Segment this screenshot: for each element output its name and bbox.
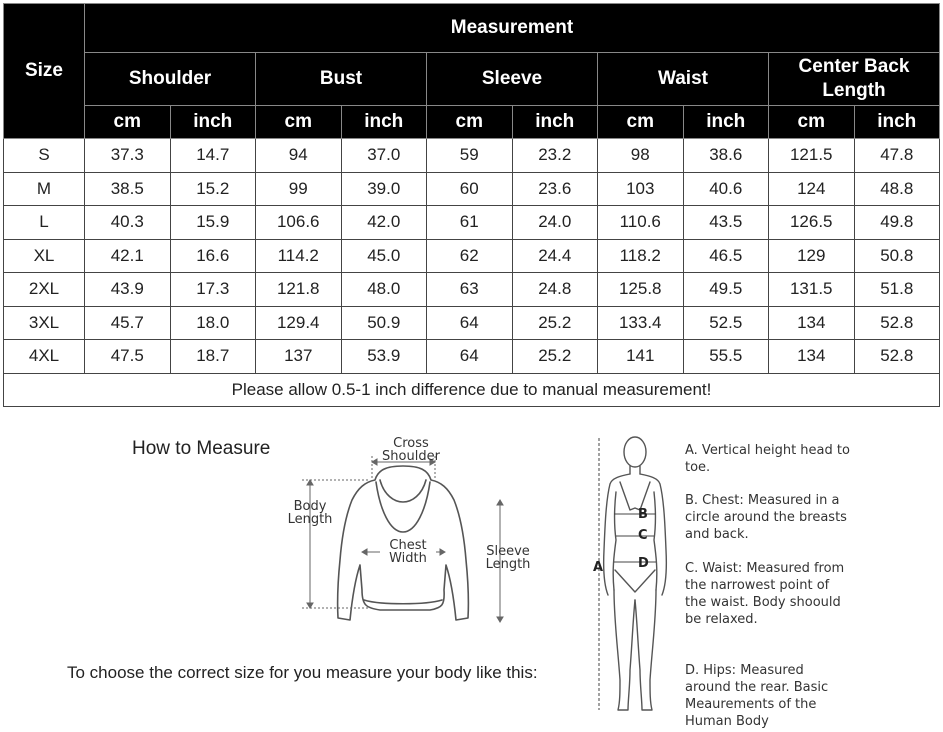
unit-inch: inch (854, 106, 940, 139)
description-c: C. Waist: Measured from the narrowest point of the waist. Body shoould be relaxed. (685, 561, 845, 627)
value-cell: 49.5 (683, 273, 769, 307)
value-cell: 126.5 (769, 206, 855, 240)
value-cell: 52.8 (854, 340, 940, 374)
value-cell: 64 (427, 306, 513, 340)
sleeve-length-label: Sleeve Length (485, 544, 531, 572)
value-cell: 55.5 (683, 340, 769, 374)
value-cell: 59 (427, 139, 513, 173)
group-header-waist: Waist (598, 53, 769, 106)
measurement-note: Please allow 0.5-1 inch difference due to manual measurement! (4, 373, 940, 406)
cross-shoulder-label: Cross Shoulder (382, 436, 440, 464)
value-cell: 47.8 (854, 139, 940, 173)
value-cell: 45.0 (341, 239, 427, 273)
value-cell: 47.5 (85, 340, 171, 374)
value-cell: 23.6 (512, 172, 598, 206)
value-cell: 42.0 (341, 206, 427, 240)
value-cell: 48.0 (341, 273, 427, 307)
table-row (4, 239, 940, 273)
chest-width-label: Chest Width (380, 539, 436, 565)
value-cell: 37.3 (85, 139, 171, 173)
size-cell: S (4, 139, 85, 173)
value-cell: 110.6 (598, 206, 684, 240)
size-cell: 3XL (4, 306, 85, 340)
value-cell: 129 (769, 239, 855, 273)
body-point-d: D (638, 556, 649, 571)
value-cell: 50.8 (854, 239, 940, 273)
body-point-b: B (638, 507, 648, 522)
value-cell: 53.9 (341, 340, 427, 374)
value-cell: 63 (427, 273, 513, 307)
unit-inch: inch (170, 106, 256, 139)
value-cell: 94 (256, 139, 342, 173)
unit-cm: cm (427, 106, 513, 139)
value-cell: 40.3 (85, 206, 171, 240)
value-cell: 137 (256, 340, 342, 374)
value-cell: 25.2 (512, 340, 598, 374)
value-cell: 17.3 (170, 273, 256, 307)
value-cell: 50.9 (341, 306, 427, 340)
value-cell: 46.5 (683, 239, 769, 273)
table-row (4, 340, 940, 374)
value-cell: 15.2 (170, 172, 256, 206)
value-cell: 18.0 (170, 306, 256, 340)
value-cell: 23.2 (512, 139, 598, 173)
value-cell: 62 (427, 239, 513, 273)
value-cell: 24.4 (512, 239, 598, 273)
value-cell: 129.4 (256, 306, 342, 340)
body-point-a: A (593, 560, 604, 575)
value-cell: 38.6 (683, 139, 769, 173)
sweater-sketch-icon (280, 440, 530, 630)
value-cell: 131.5 (769, 273, 855, 307)
value-cell: 121.8 (256, 273, 342, 307)
description-d: D. Hips: Measured around the rear. Basic Meaurements of the Human Body (685, 663, 829, 729)
size-cell: 2XL (4, 273, 85, 307)
value-cell: 121.5 (769, 139, 855, 173)
table-row (4, 306, 940, 340)
value-cell: 38.5 (85, 172, 171, 206)
value-cell: 99 (256, 172, 342, 206)
value-cell: 124 (769, 172, 855, 206)
unit-cm: cm (85, 106, 171, 139)
group-header-shoulder: Shoulder (85, 53, 256, 106)
size-header: Size (4, 4, 85, 139)
human-body-figure-icon (590, 430, 680, 720)
measurement-header: Measurement (85, 4, 940, 53)
unit-inch: inch (341, 106, 427, 139)
value-cell: 133.4 (598, 306, 684, 340)
table-row (4, 273, 940, 307)
value-cell: 15.9 (170, 206, 256, 240)
value-cell: 16.6 (170, 239, 256, 273)
value-cell: 98 (598, 139, 684, 173)
value-cell: 125.8 (598, 273, 684, 307)
size-chart-table (3, 3, 940, 407)
value-cell: 60 (427, 172, 513, 206)
value-cell: 25.2 (512, 306, 598, 340)
value-cell: 24.8 (512, 273, 598, 307)
value-cell: 43.9 (85, 273, 171, 307)
value-cell: 61 (427, 206, 513, 240)
value-cell: 64 (427, 340, 513, 374)
value-cell: 141 (598, 340, 684, 374)
group-header-center-back-length: Center Back Length (769, 53, 940, 106)
table-row (4, 206, 940, 240)
body-point-c: C (638, 528, 648, 543)
description-b: B. Chest: Measured in a circle around the breasts and back. (685, 493, 847, 542)
value-cell: 48.8 (854, 172, 940, 206)
size-cell: XL (4, 239, 85, 273)
value-cell: 37.0 (341, 139, 427, 173)
group-header-sleeve: Sleeve (427, 53, 598, 106)
value-cell: 134 (769, 340, 855, 374)
size-cell: M (4, 172, 85, 206)
value-cell: 49.8 (854, 206, 940, 240)
value-cell: 118.2 (598, 239, 684, 273)
value-cell: 24.0 (512, 206, 598, 240)
value-cell: 14.7 (170, 139, 256, 173)
description-a: A. Vertical height head to toe. (685, 443, 850, 475)
size-cell: L (4, 206, 85, 240)
group-header-bust: Bust (256, 53, 427, 106)
value-cell: 52.8 (854, 306, 940, 340)
unit-cm: cm (769, 106, 855, 139)
choose-size-instruction: To choose the correct size for you measure your body like this: (67, 663, 538, 682)
unit-cm: cm (598, 106, 684, 139)
how-to-measure-title: How to Measure (132, 438, 271, 459)
value-cell: 43.5 (683, 206, 769, 240)
value-cell: 52.5 (683, 306, 769, 340)
body-length-label: Body Length (287, 499, 333, 527)
table-row (4, 172, 940, 206)
unit-inch: inch (512, 106, 598, 139)
table-row (4, 139, 940, 173)
value-cell: 106.6 (256, 206, 342, 240)
value-cell: 51.8 (854, 273, 940, 307)
value-cell: 45.7 (85, 306, 171, 340)
value-cell: 134 (769, 306, 855, 340)
value-cell: 114.2 (256, 239, 342, 273)
size-cell: 4XL (4, 340, 85, 374)
value-cell: 40.6 (683, 172, 769, 206)
value-cell: 18.7 (170, 340, 256, 374)
unit-cm: cm (256, 106, 342, 139)
unit-inch: inch (683, 106, 769, 139)
value-cell: 42.1 (85, 239, 171, 273)
value-cell: 39.0 (341, 172, 427, 206)
value-cell: 103 (598, 172, 684, 206)
